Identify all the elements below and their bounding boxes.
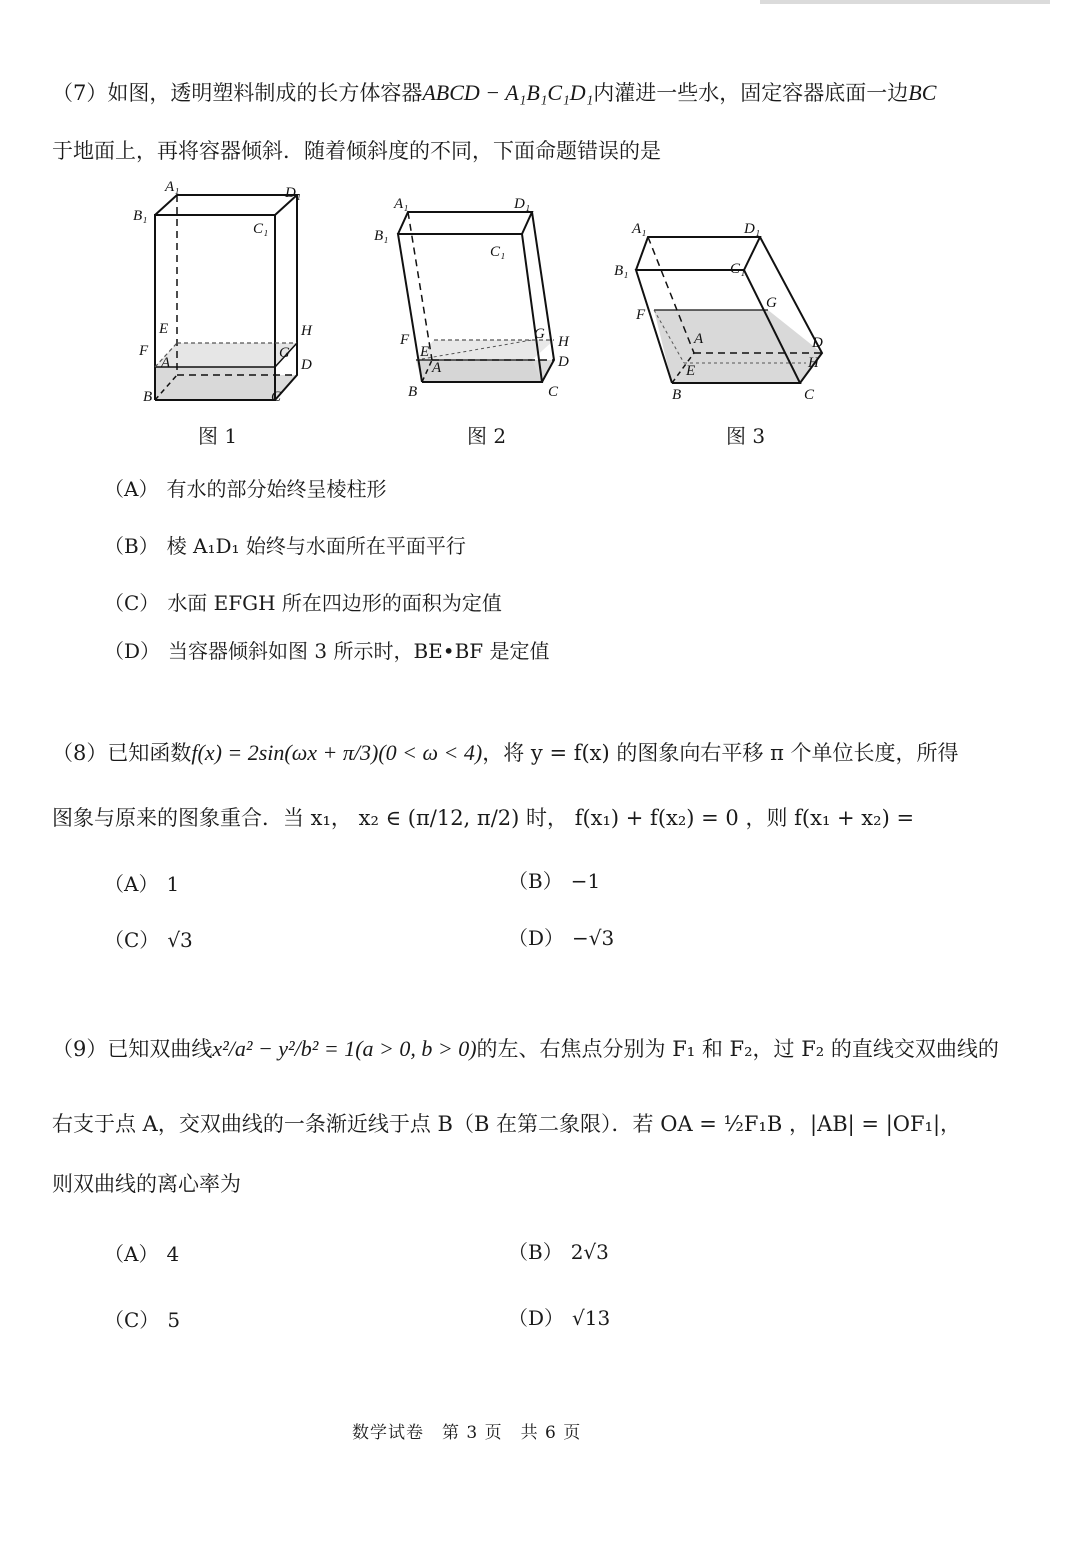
q8-option-c-label: （C） [104,928,160,952]
q8-suffix: ，将 y = f(x) 的图象向右平移 π 个单位长度，所得 [482,741,959,765]
q8-option-b-label: （B） [508,869,563,893]
q7-option-b-text: 棱 A₁D₁ 始终与水面所在平面平行 [166,534,466,558]
fig3-label-c1: C₁ [730,261,746,277]
q8-function: f(x) = 2sin(ωx + π/3)(0 < ω < 4) [191,740,483,765]
fig1-label-g: G [279,345,290,361]
fig1-label-d: D [301,357,312,373]
fig1-label-e: E [159,321,169,337]
fig3-label-c: C [804,387,815,403]
fig3-label-b1: B₁ [614,263,629,279]
fig1-label-d1: D₁ [285,185,302,201]
q9-line1 [52,1036,999,1062]
figure-3 [610,215,850,409]
fig2-label-e: E [420,344,430,360]
q7-option-a-label: （A） [104,477,159,501]
figure-3-caption: 图 3 [726,424,766,448]
q9-option-b-text: 2√3 [570,1240,609,1264]
q7-line1 [52,80,936,106]
fig3-label-d: D [812,335,823,351]
q9-option-b[interactable] [508,1236,609,1265]
fig2-label-c: C [548,384,559,400]
fig1-label-a1: A₁ [165,179,180,195]
fig1-label-f: F [139,343,149,359]
q9-option-d[interactable] [508,1302,610,1331]
q9-option-a-text: 4 [166,1242,180,1266]
q7-option-b-label: （B） [104,534,159,558]
fig2-label-d1: D₁ [514,196,531,212]
fig1-label-h: H [301,323,312,339]
fig1-label-b: B [143,389,153,405]
fig1-label-c: C [271,389,282,405]
fig1-label-c1: C₁ [253,221,269,237]
fig3-label-e: E [686,363,696,379]
q7-option-d[interactable] [104,635,550,664]
fig3-label-f: F [636,307,646,323]
fig3-label-h: H [808,355,819,371]
q9-option-d-label: （D） [508,1306,565,1330]
fig3-label-a1: A₁ [632,221,647,237]
fig2-label-d: D [558,354,569,370]
q9-option-b-label: （B） [508,1240,563,1264]
q8-option-d[interactable] [508,922,614,951]
q8-option-d-label: （D） [508,926,565,950]
q8-option-b[interactable] [508,865,600,894]
fig1-label-a: A [161,355,171,371]
fig2-label-a1: A₁ [394,196,409,212]
q7-solid-name: ABCD − A₁B₁C₁D₁ [422,80,594,105]
q7-edge-bc: BC [908,80,937,105]
q9-option-a-label: （A） [104,1242,159,1266]
q7-option-c-label: （C） [104,591,160,615]
q9-suffix: 的左、右焦点分别为 F₁ 和 F₂，过 F₂ 的直线交双曲线的 [476,1037,999,1061]
figure-1 [125,175,325,414]
q7-option-b[interactable] [104,530,466,559]
fig2-label-c1: C₁ [490,244,506,260]
q9-option-c-label: （C） [104,1308,160,1332]
fig2-label-h: H [558,334,569,350]
q8-option-b-text: −1 [570,869,601,893]
q8-prefix: （8）已知函数 [52,741,192,765]
fig2-label-b: B [408,384,418,400]
fig2-label-a: A [432,360,442,376]
fig2-label-g: G [534,326,545,342]
q7-option-d-label: （D） [104,639,161,663]
q9-option-d-text: √13 [572,1306,611,1330]
q9-option-a[interactable] [104,1238,179,1267]
figure-2 [372,190,592,409]
q8-option-c-text: √3 [167,928,193,952]
q7-prefix: （7）如图，透明塑料制成的长方体容器 [52,81,423,105]
q7-option-d-text: 当容器倾斜如图 3 所示时，BE•BF 是定值 [168,639,550,663]
q9-hyperbola: x²/a² − y²/b² = 1(a > 0, b > 0) [212,1036,477,1061]
q8-line2: 图象与原来的图象重合．当 x₁， x₂ ∈ (π/12, π/2) 时， f(x₁) + f(x₂) = 0 ，则 f(x₁ + x₂) = [52,806,915,830]
q9-option-c[interactable] [104,1304,180,1333]
q7-option-a-text: 有水的部分始终呈棱柱形 [166,477,387,501]
q7-option-c-text: 水面 EFGH 所在四边形的面积为定值 [167,591,502,615]
fig3-label-a: A [694,331,704,347]
q7-option-c[interactable] [104,587,502,616]
q7-suffix: 内灌进一些水，固定容器底面一边 [593,81,909,105]
fig2-label-f: F [400,332,410,348]
fig2-label-b1: B₁ [374,228,389,244]
q9-line3: 则双曲线的离心率为 [52,1172,241,1196]
top-edge-mark [760,0,1050,4]
fig3-label-d1: D₁ [744,221,761,237]
q8-line1 [52,740,959,766]
q8-option-a-text: 1 [166,872,180,896]
q7-line2: 于地面上，再将容器倾斜．随着倾斜度的不同，下面命题错误的是 [52,139,661,163]
q8-option-a[interactable] [104,868,179,897]
fig3-label-g: G [766,295,777,311]
figure-2-caption: 图 2 [467,424,507,448]
figure-1-caption: 图 1 [198,424,238,448]
q7-option-a[interactable] [104,473,386,502]
fig1-label-b1: B₁ [133,208,148,224]
q9-option-c-text: 5 [167,1308,181,1332]
q8-option-d-text: −√3 [572,926,615,950]
page-footer: 数学试卷 第 3 页 共 6 页 [352,1423,582,1443]
q8-option-c[interactable] [104,924,193,953]
q9-prefix: （9）已知双曲线 [52,1037,213,1061]
q9-line2: 右支于点 A，交双曲线的一条渐近线于点 B（B 在第二象限）．若 OA = ½F₁B ，|AB| = |OF₁|， [52,1112,962,1136]
fig3-label-b: B [672,387,682,403]
q8-option-a-label: （A） [104,872,159,896]
